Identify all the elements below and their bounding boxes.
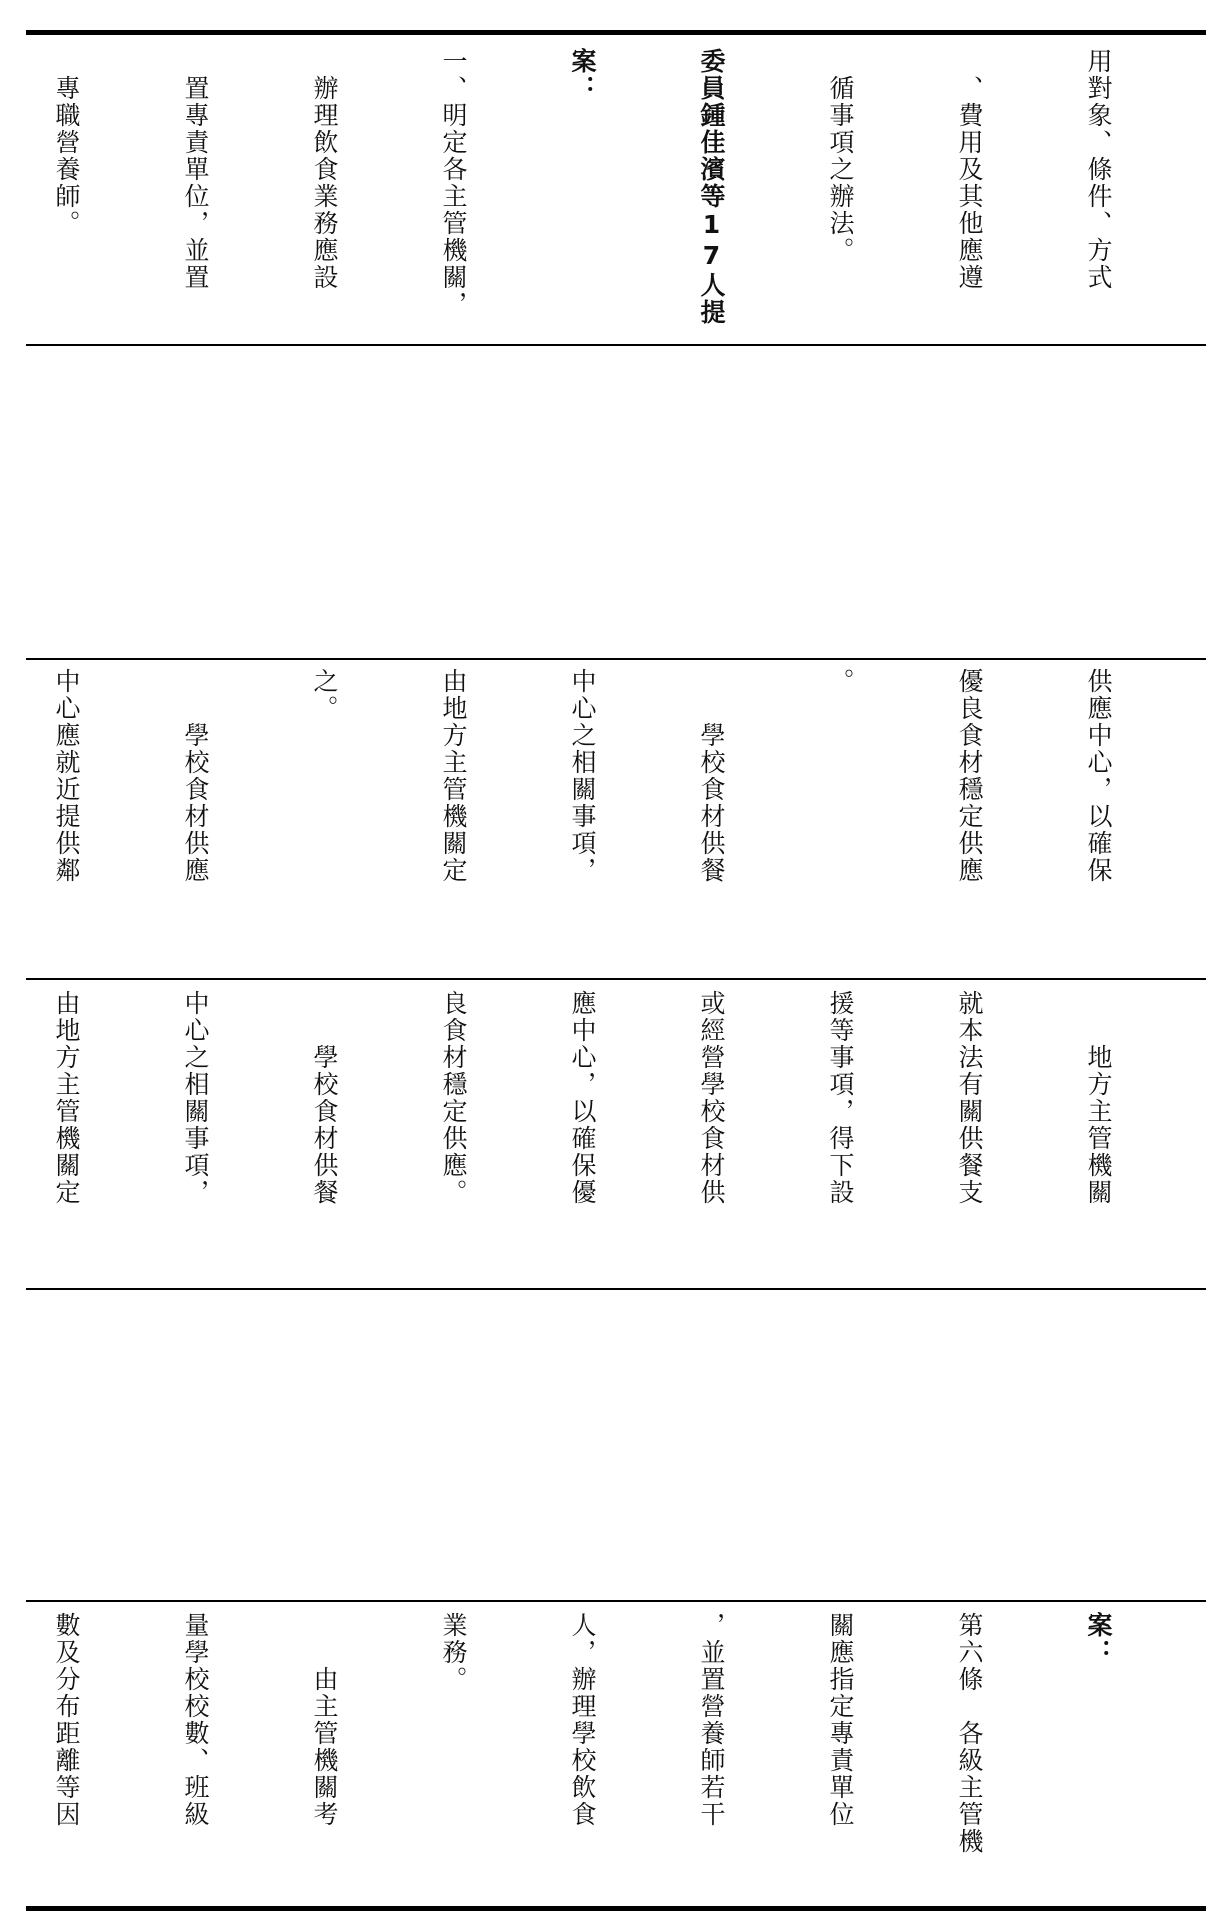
proposal-heading: 委員鍾佳濱等17人提 bbox=[697, 48, 726, 326]
text-line: 中心應就近提供鄰 bbox=[52, 668, 81, 884]
table-rule-mid1 bbox=[26, 344, 1206, 346]
proposal-heading: 案： bbox=[568, 48, 597, 102]
text-line: 業務。 bbox=[439, 1612, 468, 1693]
text-line: 辦理飲食業務應設 bbox=[310, 48, 339, 291]
text-line: 數及分布距離等因 bbox=[52, 1612, 81, 1828]
table-rule-top bbox=[26, 30, 1206, 35]
text-line: 關應指定專責單位 bbox=[826, 1612, 855, 1828]
text-line: 良食材穩定供應。 bbox=[439, 990, 468, 1206]
text-line: 中心之相關事項， bbox=[181, 990, 210, 1206]
text-line: 應中心，以確保優 bbox=[568, 990, 597, 1206]
text-line: 由主管機關考 bbox=[310, 1612, 339, 1828]
text-line: 中心之相關事項， bbox=[568, 668, 597, 884]
text-block-article-b bbox=[30, 990, 1206, 1284]
text-line: 循事項之辦法。 bbox=[826, 48, 855, 264]
text-line: 或經營學校食材供 bbox=[697, 990, 726, 1206]
text-line: 置專責單位，並置 bbox=[181, 48, 210, 291]
text-line: 專職營養師。 bbox=[52, 48, 81, 237]
table-rule-bottom bbox=[26, 1906, 1206, 1911]
table-rule-mid2 bbox=[26, 658, 1206, 660]
text-line: 。 bbox=[826, 668, 855, 695]
text-line: 、費用及其他應遵 bbox=[955, 48, 984, 291]
text-line: 由地方主管機關定 bbox=[52, 990, 81, 1206]
table-rule-mid5 bbox=[26, 1600, 1206, 1602]
text-block-article-6 bbox=[30, 1612, 1206, 1902]
text-line: ，並置營養師若干 bbox=[697, 1612, 726, 1828]
text-line: 量學校校數、班級 bbox=[181, 1612, 210, 1828]
text-line: 之。 bbox=[310, 668, 339, 722]
text-line: 學校食材供餐 bbox=[310, 990, 339, 1206]
text-line: 地方主管機關 bbox=[1084, 990, 1113, 1206]
proposal-heading: 案： bbox=[1084, 1612, 1113, 1666]
text-line: 學校食材供餐 bbox=[697, 668, 726, 884]
text-line: 學校食材供應 bbox=[181, 668, 210, 884]
text-line: 第六條 各級主管機 bbox=[955, 1612, 984, 1855]
text-block-article-a bbox=[30, 668, 1206, 974]
text-line: 供應中心，以確保 bbox=[1084, 668, 1113, 884]
text-line: 就本法有關供餐支 bbox=[955, 990, 984, 1206]
text-line: 一、明定各主管機關， bbox=[439, 48, 468, 318]
text-block-proposals bbox=[30, 48, 1206, 340]
table-rule-mid4 bbox=[26, 1288, 1206, 1290]
text-line: 用對象、條件、方式 bbox=[1084, 48, 1113, 291]
text-line: 由地方主管機關定 bbox=[439, 668, 468, 884]
text-line: 優良食材穩定供應 bbox=[955, 668, 984, 884]
text-line: 人，辦理學校飲食 bbox=[568, 1612, 597, 1828]
table-rule-mid3 bbox=[26, 978, 1206, 980]
text-line: 援等事項，得下設 bbox=[826, 990, 855, 1206]
